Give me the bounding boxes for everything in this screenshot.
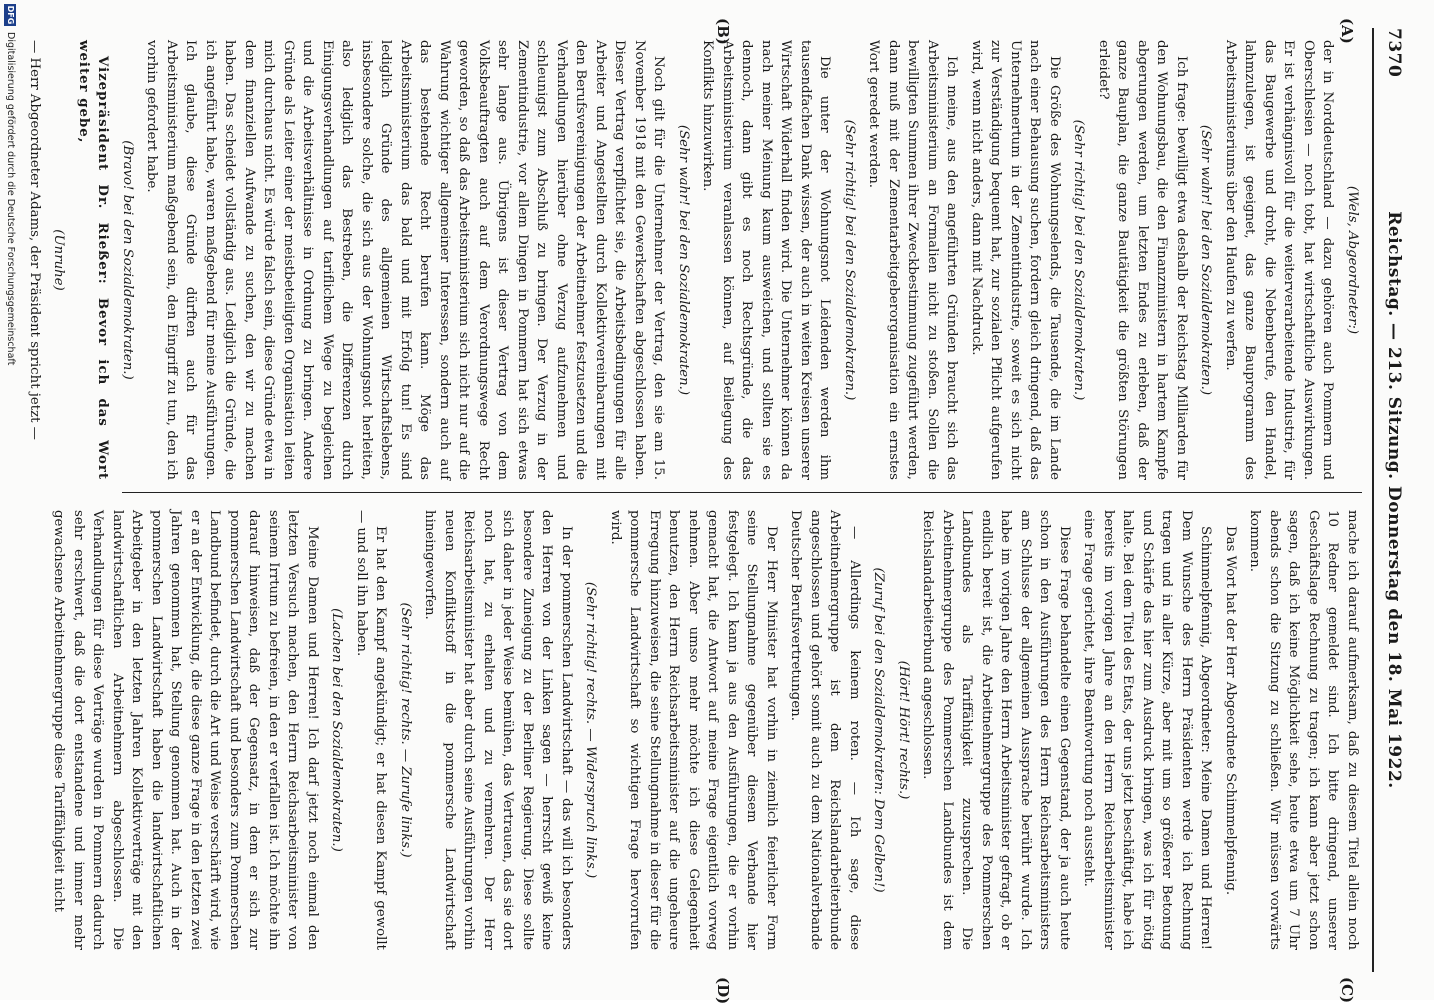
interjection: (Sehr wahr! bei den Sozialdemokraten.): [1198, 124, 1214, 396]
footer: [0, 0, 20, 1000]
interjection: (Bravo! bei den Sozialdemokraten.): [120, 140, 135, 380]
paragraph: Ich frage: bewilligt etwa deshalb der Reichstag Milliarden für den Wohnungsbau, die den Finanzministern in hartem Kampfe abgerungen werden, um letzten Endes zu erleben, daß der ganze Bauplan, die ganze Bautätigkeit die größten Störungen erleidet?: [1096, 40, 1189, 480]
interjection: (Sehr richtig! bei den Sozialdemokraten.): [1071, 119, 1087, 401]
interjection: (Unruhe): [51, 229, 67, 291]
paragraph: Der Herr Minister hat vorhin in ziemlich feierlicher Form seine Stellungnahme gegenüber diesem Verbande hier festgelegt. Ich kann ja aus den Ausführungen, die er vorhin gemacht hat, die Antwort auf meine Frage eigentlich vorweg nehmen. Aber umso mehr möchte ich diese Gelegenheit benutzen, den Herrn Reichsarbeitsminister auf die ungeheure Erregung hinzuweisen, die seine Stellungnahme in dieser für die pommersche Landwirtschaft so wichtigen Frage hervorrufen wird.: [608, 510, 779, 950]
column-divider: [122, 492, 1362, 493]
paragraph: Die Größe des Wohnungselends, die Tausende, die im Lande nach einer Behausung suchen, fordern gleich dringend, daß das Unternehmertum in der Zementindustrie, soweit es sich nicht zur Verständigung bequemt hat, zur sozialen Pflicht aufgerufen wird, wenn nicht anders, dann mit Nachdruck.: [969, 40, 1062, 480]
interjection: (Hört! Hört! rechts.): [896, 660, 911, 800]
margin-letter-a: (A): [1338, 18, 1356, 44]
paragraph: mache ich darauf aufmerksam, daß zu diesem Titel allein noch 10 Redner gemeldet sind. Ich bitte dringend, unserer Geschäftslage Rechnung zu tragen; ich kann aber jetzt schon sagen, daß ich keine Möglichkeit sehe, heute etwa um 7 Uhr abends schon die Sitzung zu schließen. Wir müssen vorwärts kommen.: [1247, 510, 1360, 950]
header-rule: [1372, 28, 1374, 972]
margin-letter-c: (C): [1338, 977, 1356, 1004]
paragraph: Diese Frage behandelte einen Gegenstand, der ja auch heute schon in den Ausführungen des Herrn Reichsarbeitsministers am Schlusse der allgemeinen Aussprache berührt wurde. Ich habe im vorigen Jahre den Herrn Arbeitsminister gefragt, ob er endlich bereit ist, die Arbeitnehmergruppe des Pommerschen Landbundes als Tariffähigkeit zuzusprechen. Die Arbeitnehmergruppe des Pommerschen Landbundes ist dem Reichslandarbeiterbund angeschlossen.: [920, 510, 1072, 950]
margin-letter-d: (D): [714, 977, 732, 1004]
paragraph: Das Wort hat der Herr Abgeordnete Schimmelpfennig.: [1223, 526, 1238, 896]
paragraph: Ich meine, aus den angeführten Gründen braucht sich das Arbeitsministerium an Formalien nicht zu stoßen. Sollen die bewilligten Summen ihrer Zweckbestimmung zugeführt werden, dann muß mit der Zementarbeitgeberorganisation ein ernstes Wort geredet werden.: [866, 40, 960, 480]
paragraph: der in Norddeutschland — dazu gehören auch Pommern und Oberschlesien — noch tobt, hat wirtschaftliche Auswirkungen. Er ist verhängnisvoll für die weiterverarbeitende Industrie, für das Baugewerbe und droht, die Nebenberufe, den Handel, lahmzulegen, ist geeignet, das ganze Bauprogramm des Arbeitsministeriums über den Haufen zu werfen.: [1223, 40, 1336, 480]
page-header: [1378, 28, 1404, 972]
paragraph: Die unter der Wohnungsnot Leidenden werden ihm tausendfachen Dank wissen, der auch in weiten Kreisen unserer Wirtschaft Widerhall finden wird. Die Unternehmer können da nach meiner Meinung kaum ausweichen, und sollten sie es dennoch, dann gibt es noch Rechtsgründe, die das Arbeitsministerium veranlassen können, auf Beilegung des Konflikts hinzuwirken.: [700, 40, 833, 480]
paragraph: Er hat den Kampf angekündigt; er hat diesen Kampf gewollt — und soll ihn haben.: [354, 510, 389, 950]
interjection: (Zuruf bei den Sozialdemokraten: Dem Gelben!): [871, 567, 887, 893]
right-column: [51, 510, 1362, 950]
margin-letter-b: (B): [714, 18, 732, 45]
running-title: Reichstag. — 213. Sitzung. Donnerstag den 18. Mai 1922.: [1384, 211, 1404, 789]
interjection: (Sehr wahr! bei den Sozialdemokraten.): [676, 124, 691, 396]
left-column: [27, 40, 1362, 480]
footer-credit: Digitalisierung gefördert durch die Deutsche Forschungsgemeinschaft: [5, 32, 16, 366]
interjection: (Lachen bei den Sozialdemokraten.): [329, 608, 345, 852]
paragraph: Noch gilt für die Unternehmer der Vertrag, den sie am 15. November 1918 mit den Gewerkschaften abgeschlossen haben. Dieser Vertrag verpflichtet sie, die Arbeitsbedingungen für alle Arbeiter und Angestellten durch Kollektivvereinbarungen mit den Berufsvereinigungen der Arbeitnehmer festzusetzen und die Verhandlungen hierüber ohne Verzug aufzunehmen und schleunigst zum Abschluß zu bringen. Der Verzug in der Zementindustrie, vor allem Dingen in Pommern hat sich etwas sehr lange aus. Übrigens ist dieser Vertrag von dem Volksbeauftragten auch auf dem Verordnungswege Recht geworden, so daß das Arbeitsministerium sich nicht nur auf die Wahrung wichtiger allgemeiner Interessen, sondern auch auf das bestehende Recht berufen kann. Möge das Arbeitsministerium das bald und mit Erfolg tun! Es sind lediglich Gründe des allgemeinen Wirtschaftslebens, insbesondere solche, die sich aus der Wohnungsnot herleiten, also lediglich das Bestreben, die Differenzen durch Einigungsverhandlungen auf tariflichem Wege zu begleichen und die Arbeitsverhältnisse in Ordnung zu bringen. Andere Gründe als Leiter einer der meistbeteiligten Organisation leiten mich durchaus nicht. Es würde falsch sein, diese Gründe etwa in dem finanziellen Aufwande zu suchen, den wir zu machen haben. Das scheidet vollständig aus. Lediglich die Gründe, die ich angeführt habe, waren maßgebend für meine Ausführungen. Ich glaube, diese Gründe dürften auch für das Arbeitsministerium maßgebend sein, den Eingriff zu tun, den ich vorhin gefordert habe.: [144, 40, 667, 480]
interjection: (Sehr richtig! bei den Sozialdemokraten.): [842, 119, 857, 401]
page-number: 7370: [1384, 28, 1404, 78]
dfg-logo: DFG: [6, 5, 15, 25]
speaker-label: (Wels, Abgeordneter:): [1345, 185, 1360, 335]
paragraph: Meine Damen und Herren! Ich darf jetzt noch einmal den letzten Versuch machen, den Herrn Reichsarbeitsminister von seinem Irrtum zu befreien, in den er verfallen ist. Ich möchte ihn darauf hinweisen, daß der Gegensatz, in dem er sich zur pommerschen Landwirtschaft und besonders zum Pommerschen Landbund befindet, durch die Art und Weise verschärft wird, wie er an der Entwicklung, die diese ganze Frage in den letzten zwei Jahren genommen hat, Stellung genommen hat. Auch in der pommerschen Landwirtschaft haben die landwirtschaftlichen Arbeitgeber in den letzten Jahren Kollektivverträge mit den landwirtschaftlichen Arbeitnehmern abgeschlossen. Die Verhandlungen für diese Verträge wurden in Pommern dadurch sehr erschwert, daß die dort entstandene und immer mehr gewachsene Arbeitnehmergruppe diese Tariffähigkeit nicht: [51, 510, 320, 950]
paragraph: — Herr Abgeordneter Adams, der Präsident spricht jetzt —: [27, 40, 42, 440]
interjection: (Sehr richtig! rechts. — Zurufe links.): [398, 602, 413, 858]
paragraph: In der pommerschen Landwirtschaft — das will ich besonders den Herren von der Linken sagen — herrscht gewiß keine besondere Zuneigung zu der Berliner Regierung. Diese sollte sich daher in jeder Weise bemühen, das Vertrauen, das sie dort noch hat, zu erhalten und zu vermehren. Der Herr Reichsarbeitsminister hat aber durch seine Ausführungen vorhin neuen Konfliktstoff in die pommersche Landwirtschaft hineingeworfen.: [422, 510, 574, 950]
paragraph: — Allerdings keinem roten. — Ich sage, diese Arbeitnehmergruppe ist dem Reichslandarbeiterbunde angeschlossen und gehört somit auch zu dem Nationalverbande Deutscher Berufsvertretungen.: [788, 510, 862, 950]
speaker-paragraph: Schimmelpfennig, Abgeordneter: Meine Damen und Herren! Dem Wunsche des Herrn Präsidenten werde ich Rechnung tragen und in aller Kürze, aber mit um so größerer Betonung und Schärfe das hier zum Ausdruck bringen, was ich für nötig halte. Bei dem Titel des Etats, der uns jetzt beschäftigt, habe ich bereits im vorigen Jahre an den Herrn Reichsarbeitsminister eine Frage gerichtet, ihre Beantwortung noch aussteht.: [1081, 510, 1214, 950]
interjection: (Sehr richtig! rechts. — Widerspruch links.): [583, 581, 599, 879]
speaker-paragraph: Vizepräsident Dr. Rießer: Bevor ich das Wort weiter gebe,: [76, 40, 111, 480]
